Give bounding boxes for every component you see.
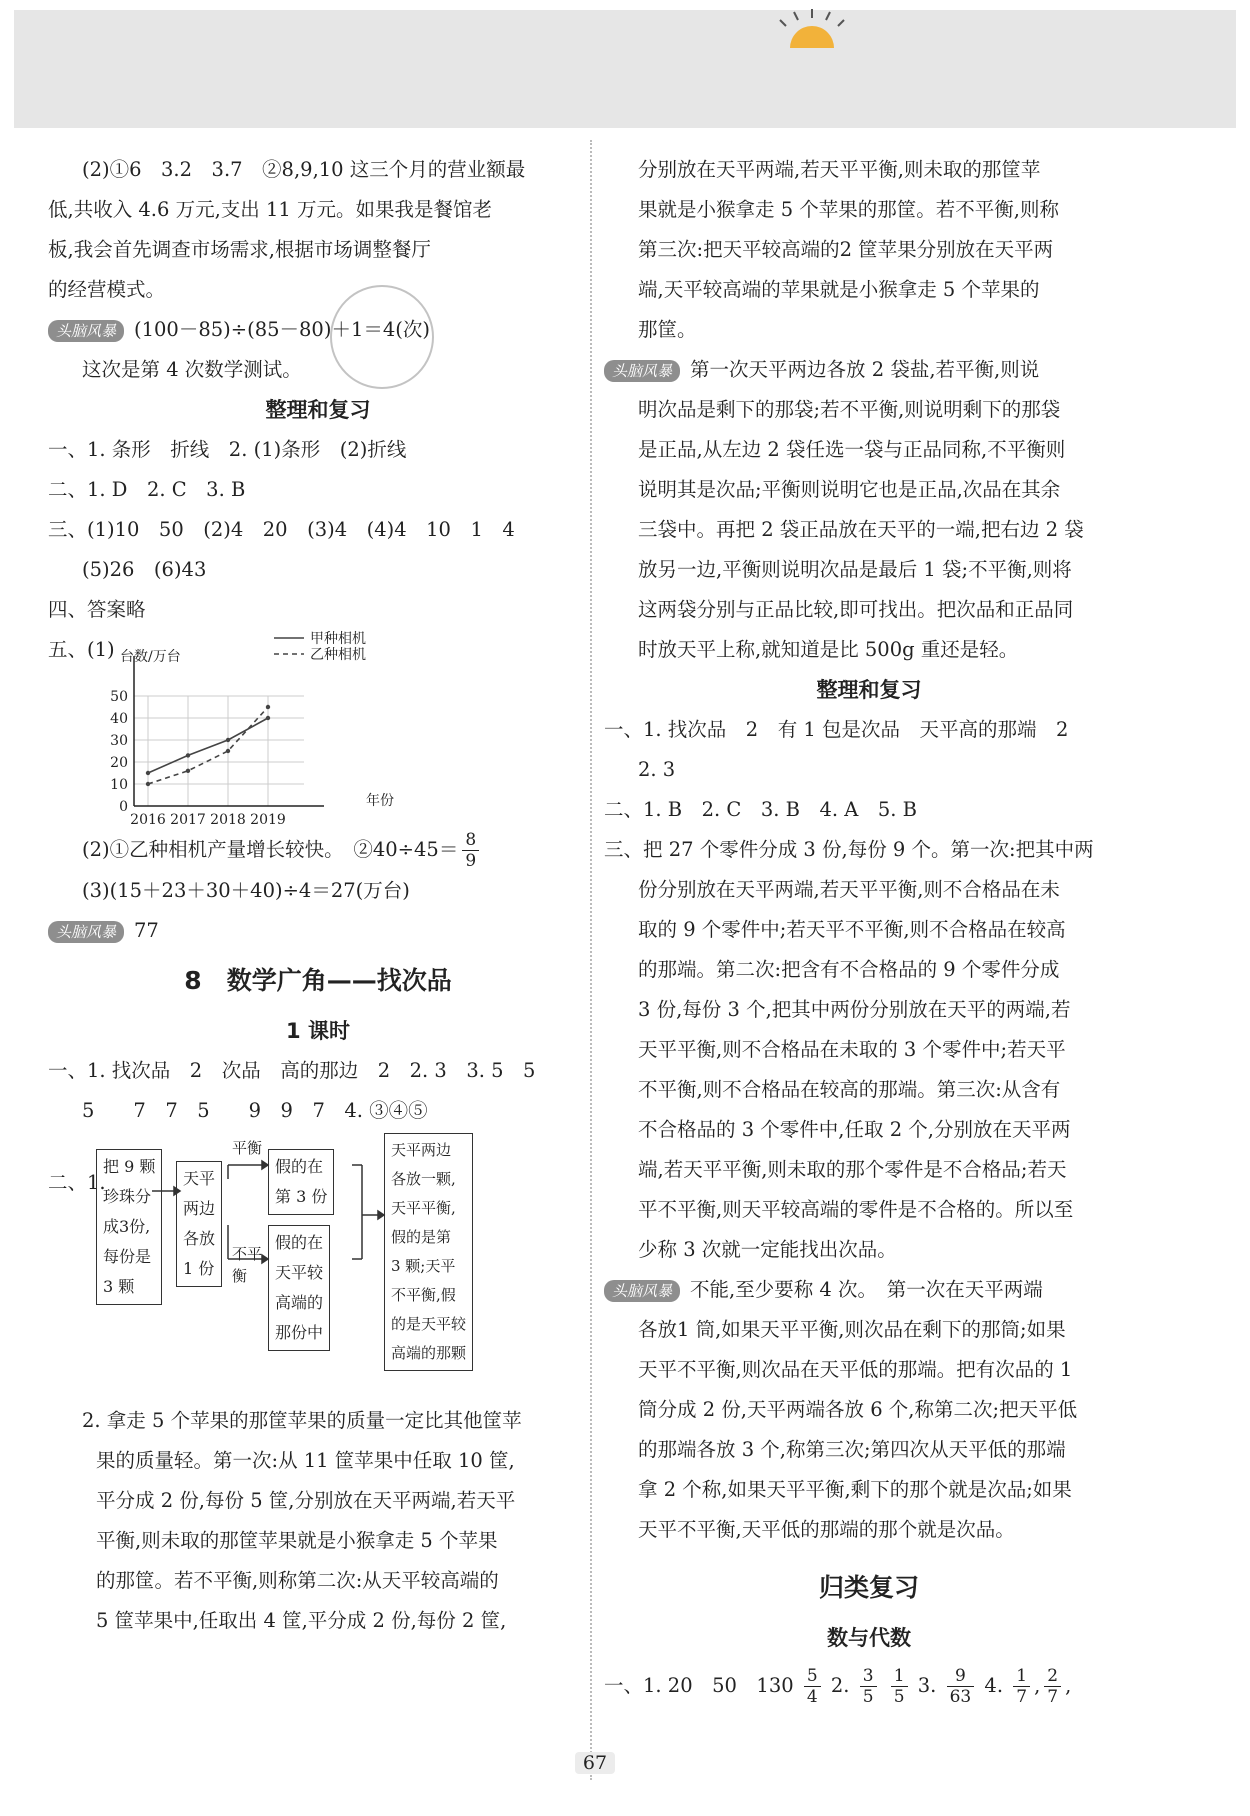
- text-line: 的那端各放 3 个,称第三次;第四次从天平低的那端: [638, 1438, 1066, 1461]
- text-line: 放另一边,平衡则说明次品是最后 1 袋;不平衡,则将: [638, 558, 1072, 581]
- chart-x-label: 年份: [366, 793, 394, 809]
- text-line: 第三次:把天平较高端的2 筐苹果分别放在天平两: [638, 238, 1054, 261]
- column-divider: [590, 140, 592, 1780]
- data-point: [186, 753, 190, 757]
- data-point: [146, 771, 150, 775]
- answer-line: 一、1. 20 50 130 $\frac{5}{4}$ 2. $\frac{3}{5}$ $\frac{1}{5}$ 3. $\frac{9}{63}$ 4. $\frac{1}{7}$ , $\frac{2}{7}$ ,: [604, 1666, 1072, 1707]
- flow-label-balanced: 平衡: [232, 1139, 263, 1157]
- text-line: 果就是小猴拿走 5 个苹果的那筐。若不平衡,则称: [638, 198, 1060, 221]
- answer-line: 二、1. D 2. C 3. B: [48, 478, 246, 501]
- answer-line: 一、1. 找次品 2 次品 高的那边 2 2. 3 3. 5 5: [48, 1059, 536, 1082]
- flow-box-balanced: 假的在 第 3 份: [268, 1149, 334, 1215]
- answer-line: (5)26 (6)43: [82, 558, 207, 581]
- right-column: [604, 150, 1134, 1714]
- brainstorm-badge: 头脑风暴: [604, 1280, 680, 1302]
- flow-label-unbalanced: 不平 衡: [232, 1245, 263, 1285]
- section-title: 整理和复习: [816, 678, 922, 702]
- x-tick-label: 2019: [250, 812, 286, 828]
- legend-a: 甲种相机: [310, 631, 366, 647]
- data-point: [186, 769, 190, 773]
- flow-box-unbalanced: 假的在 天平较 高端的 那份中: [268, 1225, 330, 1351]
- lesson-title: 1 课时: [286, 1019, 350, 1043]
- y-tick-label: 10: [110, 777, 128, 793]
- answer-line: 平不平衡,则天平较高端的零件是不合格的。所以至: [638, 1198, 1074, 1221]
- left-column: [48, 150, 588, 1641]
- data-point: [146, 782, 150, 786]
- y-tick-label: 50: [110, 689, 128, 705]
- text-line: 那筐。: [638, 318, 697, 341]
- answer-line: 一、1. 条形 折线 2. (1)条形 (2)折线: [48, 438, 407, 461]
- header-band: [14, 10, 1236, 128]
- text-line: 板,我会首先调查市场需求,根据市场调整餐厅: [48, 238, 431, 261]
- text-line: 说明其是次品;平衡则说明它也是正品,次品在其余: [638, 478, 1061, 501]
- flow-box-split: 把 9 颗 珍珠分 成3份, 每份是 3 颗: [96, 1149, 162, 1305]
- answer-line: 天平平衡,则不合格品在未取的 3 个零件中;若天平: [638, 1038, 1066, 1061]
- answer-line: 五、(1): [48, 638, 115, 661]
- series-line-1: [148, 707, 268, 784]
- y-tick-label: 0: [119, 799, 128, 815]
- text-line: 筒分成 2 份,天平两端各放 6 个,称第二次;把天平低: [638, 1398, 1078, 1421]
- answer-line: 少称 3 次就一定能找出次品。: [638, 1238, 897, 1261]
- data-point: [266, 705, 270, 709]
- x-tick-label: 2017: [170, 812, 206, 828]
- answer-line: 四、答案略: [48, 598, 146, 621]
- answer-line: 取的 9 个零件中;若天平不平衡,则不合格品在较高: [638, 918, 1066, 941]
- fraction: $\frac{2}{7}$: [1044, 1666, 1061, 1707]
- answer-line: 不平衡,则不合格品在较高的那端。第三次:从含有: [638, 1078, 1061, 1101]
- text-line: 的经营模式。: [48, 278, 166, 301]
- flowchart: [48, 1131, 588, 1401]
- brainstorm-answer: 77: [134, 919, 159, 942]
- answer-line: 三、(1)10 50 (2)4 20 (3)4 (4)4 10 1 4: [48, 518, 515, 541]
- fraction: $\frac{1}{5}$: [891, 1666, 908, 1707]
- text-line: (2)①6 3.2 3.7 ②8,9,10 这三个月的营业额最: [82, 158, 526, 181]
- answer-line: 5 7 7 5 9 9 7 4. ③④⑤: [82, 1099, 428, 1122]
- answer-line: 平衡,则未取的那筐苹果就是小猴拿走 5 个苹果: [96, 1529, 498, 1552]
- text-line: 拿 2 个称,如果天平平衡,剩下的那个就是次品;如果: [638, 1478, 1072, 1501]
- text-line: 天平不平衡,天平低的那端的那个就是次品。: [638, 1518, 1015, 1541]
- brainstorm-badge: 头脑风暴: [604, 360, 680, 382]
- flow-box-final: 天平两边 各放一颗, 天平平衡, 假的是第 3 颗;天平 不平衡,假 的是天平较 高端的那颗: [384, 1133, 473, 1371]
- answer-line: 的那端。第二次:把含有不合格品的 9 个零件分成: [638, 958, 1060, 981]
- brainstorm-badge: 头脑风暴: [48, 921, 124, 943]
- answer-line: 平分成 2 份,每份 5 筐,分别放在天平两端,若天平: [96, 1489, 516, 1512]
- text-line: 三袋中。再把 2 袋正品放在天平的一端,把右边 2 袋: [638, 518, 1084, 541]
- brainstorm-answer: (100－85)÷(85－80)＋1＝4(次): [134, 318, 430, 341]
- answer-line: 3 份,每份 3 个,把其中两份分别放在天平的两端,若: [638, 998, 1071, 1021]
- brainstorm-badge: 头脑风暴: [48, 320, 124, 342]
- text-line: 这两袋分别与正品比较,即可找出。把次品和正品同: [638, 598, 1074, 621]
- section-title: 整理和复习: [265, 398, 371, 422]
- data-point: [266, 716, 270, 720]
- text-line: 这次是第 4 次数学测试。: [82, 358, 302, 381]
- fraction: $\frac{8}{9}$: [462, 830, 479, 871]
- answer-line: 三、把 27 个零件分成 3 份,每份 9 个。第一次:把其中两: [604, 838, 1094, 861]
- text-line: 各放1 筒,如果天平平衡,则次品在剩下的那筒;如果: [638, 1318, 1066, 1341]
- chart-y-label: 台数/万台: [120, 649, 181, 665]
- answer-line: 2. 拿走 5 个苹果的那筐苹果的质量一定比其他筐苹: [82, 1409, 522, 1432]
- text-line: 低,共收入 4.6 万元,支出 11 万元。如果我是餐馆老: [48, 198, 493, 221]
- page-number: 67: [575, 1752, 615, 1774]
- answer-line: 一、1. 找次品 2 有 1 包是次品 天平高的那端 2: [604, 718, 1069, 741]
- fraction: $\frac{1}{7}$: [1013, 1666, 1030, 1707]
- text-line: 天平不平衡,则次品在天平低的那端。把有次品的 1: [638, 1358, 1073, 1381]
- line-chart: [48, 630, 588, 830]
- chapter-title: 8 数学广角——找次品: [184, 966, 452, 995]
- flow-box-weigh: 天平 两边 各放 1 份: [176, 1161, 222, 1287]
- y-tick-label: 30: [110, 733, 128, 749]
- answer-line: 二、1. B 2. C 3. B 4. A 5. B: [604, 798, 918, 821]
- data-point: [226, 738, 230, 742]
- text-line: 分别放在天平两端,若天平平衡,则未取的那筐苹: [638, 158, 1041, 181]
- answer-line: (2)①乙种相机产量增长较快。 ②40÷45＝ $\frac{8}{9}$: [48, 830, 588, 871]
- x-tick-label: 2016: [130, 812, 166, 828]
- brainstorm-answer: 第一次天平两边各放 2 袋盐,若平衡,则说: [690, 358, 1040, 381]
- y-tick-label: 40: [110, 711, 128, 727]
- y-tick-label: 20: [110, 755, 128, 771]
- answer-line: 果的质量轻。第一次:从 11 筐苹果中任取 10 筐,: [96, 1449, 515, 1472]
- answer-line: 的那筐。若不平衡,则称第二次:从天平较高端的: [96, 1569, 499, 1592]
- answer-line: 端,若天平平衡,则未取的那个零件是不合格品;若天: [638, 1158, 1067, 1181]
- answer-line: 5 筐苹果中,任取出 4 筐,平分成 2 份,每份 2 筐,: [96, 1609, 507, 1632]
- question-label: 二、1.: [48, 1171, 106, 1194]
- text-line: 时放天平上称,就知道是比 500g 重还是轻。: [638, 638, 1019, 661]
- text-line: 是正品,从左边 2 袋任选一袋与正品同称,不平衡则: [638, 438, 1066, 461]
- brainstorm-answer: 不能,至少要称 4 次。 第一次在天平两端: [690, 1278, 1043, 1301]
- answer-line: (3)(15＋23＋30＋40)÷4＝27(万台): [82, 879, 410, 902]
- answer-line: 不合格品的 3 个零件中,任取 2 个,分别放在天平两: [638, 1118, 1071, 1141]
- fraction: $\frac{3}{5}$: [860, 1666, 877, 1707]
- answer-line: 2. 3: [638, 758, 676, 781]
- legend-b: 乙种相机: [310, 647, 366, 663]
- answer-line: 份分别放在天平两端,若天平平衡,则不合格品在未: [638, 878, 1060, 901]
- text-line: 端,天平较高端的苹果就是小猴拿走 5 个苹果的: [638, 278, 1040, 301]
- subsection-title: 数与代数: [827, 1626, 911, 1650]
- fraction: $\frac{9}{63}$: [947, 1666, 975, 1707]
- fraction: $\frac{5}{4}$: [804, 1666, 821, 1707]
- x-tick-label: 2018: [210, 812, 246, 828]
- text-line: 明次品是剩下的那袋;若不平衡,则说明剩下的那袋: [638, 398, 1061, 421]
- data-point: [226, 749, 230, 753]
- sun-rays-decoration: [776, 8, 848, 28]
- section-title: 归类复习: [818, 1573, 919, 1602]
